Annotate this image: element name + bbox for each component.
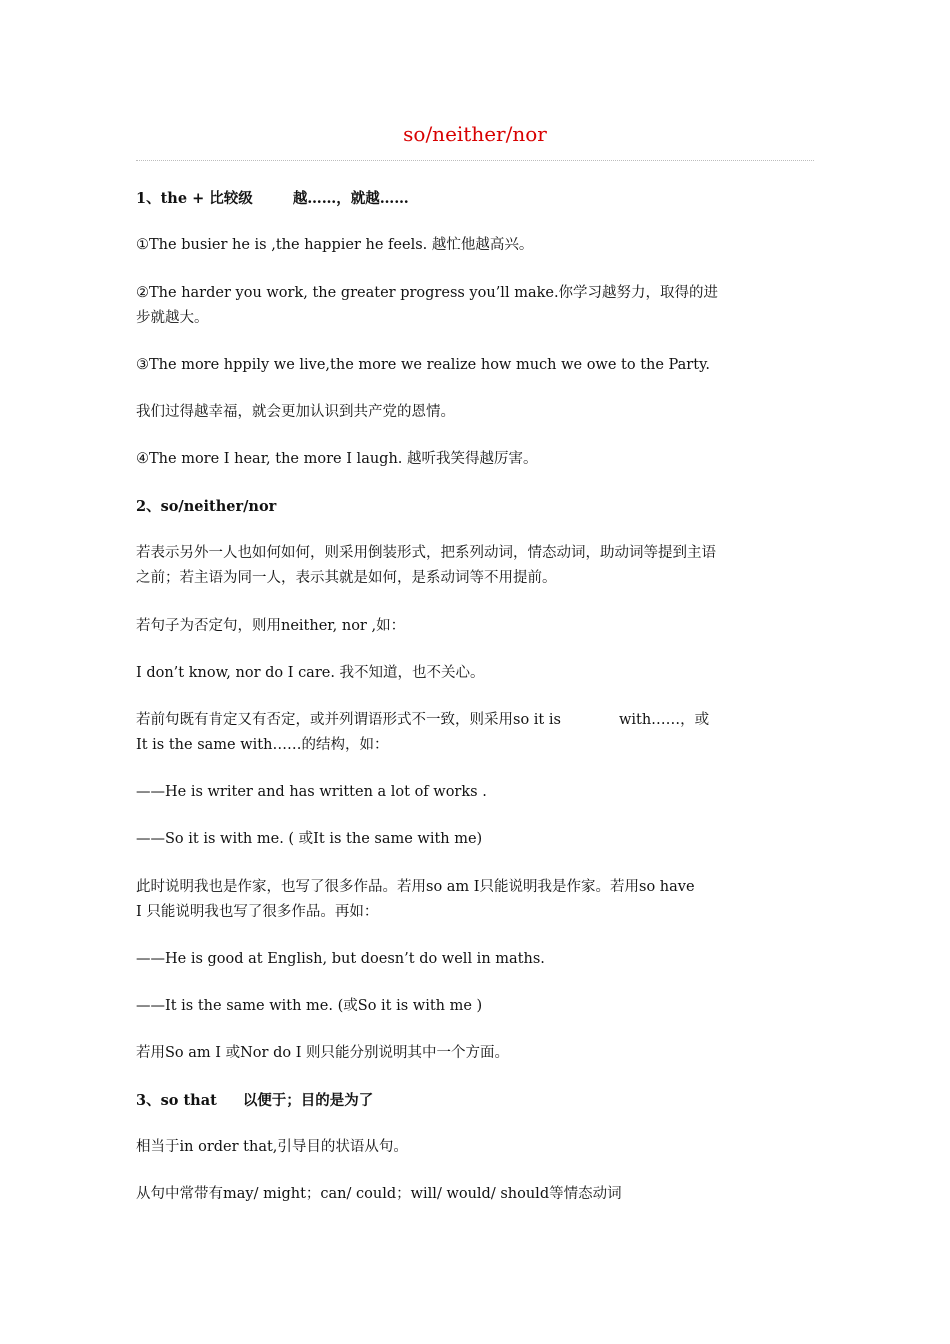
section-1-example-2-line-1: ②The harder you work, the greater progress you’ll make.你学习越努力，取得的进 [136,285,719,301]
section-3-paragraph-2: 从句中常带有may/ might；can/ could；will/ would/ should等情态动词 [136,1186,622,1202]
section-2-heading: 2、so/neither/nor [136,498,277,515]
section-2-paragraph-3-line-2: It is the same with……的结构，如： [136,737,389,753]
section-2-dialogue-1: ——He is writer and has written a lot of works . [136,784,487,800]
section-1-example-1: ①The busier he is ,the happier he feels. 越忙他越高兴。 [136,237,534,253]
section-2-dialogue-2: ——So it is with me. ( 或It is the same with me) [136,831,483,847]
section-2-paragraph-3-line-1-b: with……，或 [618,712,710,728]
title-divider [136,160,814,161]
section-2-paragraph-4-line-1: 此时说明我也是作家，也写了很多作品。若用so am I只能说明我是作家。若用so have [136,879,695,895]
section-2-paragraph-2: 若句子为否定句，则用neither, nor ,如： [136,618,406,634]
section-2-paragraph-4-line-2: I 只能说明我也写了很多作品。再如： [136,904,379,920]
section-1-heading [136,186,816,211]
section-2-example-1: I don’t know, nor do I care. 我不知道，也不关心。 [136,665,485,681]
section-3-heading [136,1088,816,1113]
page-title: so/neither/nor [403,122,547,146]
section-1-example-2-line-2: 步就越大。 [136,310,209,326]
section-2-dialogue-4: ——It is the same with me. (或So it is with me ) [136,998,483,1014]
section-2-paragraph-1-line-1: 若表示另外一人也如何如何，则采用倒装形式，把系列动词，情态动词，助动词等提到主语 [136,545,716,561]
section-2-dialogue-3: ——He is good at English, but doesn’t do well in maths. [136,951,545,967]
section-2-paragraph-1-line-2: 之前；若主语为同一人，表示其就是如何，是系动词等不用提前。 [136,570,557,586]
section-3-heading-term: 3、so that [136,1092,217,1109]
section-2-paragraph-5: 若用So am I 或Nor do I 则只能分别说明其中一个方面。 [136,1045,510,1061]
section-3-heading-meaning: 以便于；目的是为了 [242,1092,374,1109]
section-1-heading-meaning: 越……，就越…… [292,190,409,207]
section-1-example-4: ④The more I hear, the more I laugh. 越听我笑得越厉害。 [136,451,538,467]
section-2-paragraph-3-line-1 [136,708,816,733]
section-1-heading-term: 1、the + 比较级 [136,190,253,207]
section-1-example-3: ③The more hppily we live,the more we realize how much we owe to the Party. [136,357,710,373]
section-1-example-3-translation: 我们过得越幸福，就会更加认识到共产党的恩情。 [136,404,455,420]
section-2-paragraph-3-line-1-a: 若前句既有肯定又有否定，或并列谓语形式不一致，则采用so it is [136,712,561,728]
section-3-paragraph-1: 相当于in order that,引导目的状语从句。 [136,1139,408,1155]
